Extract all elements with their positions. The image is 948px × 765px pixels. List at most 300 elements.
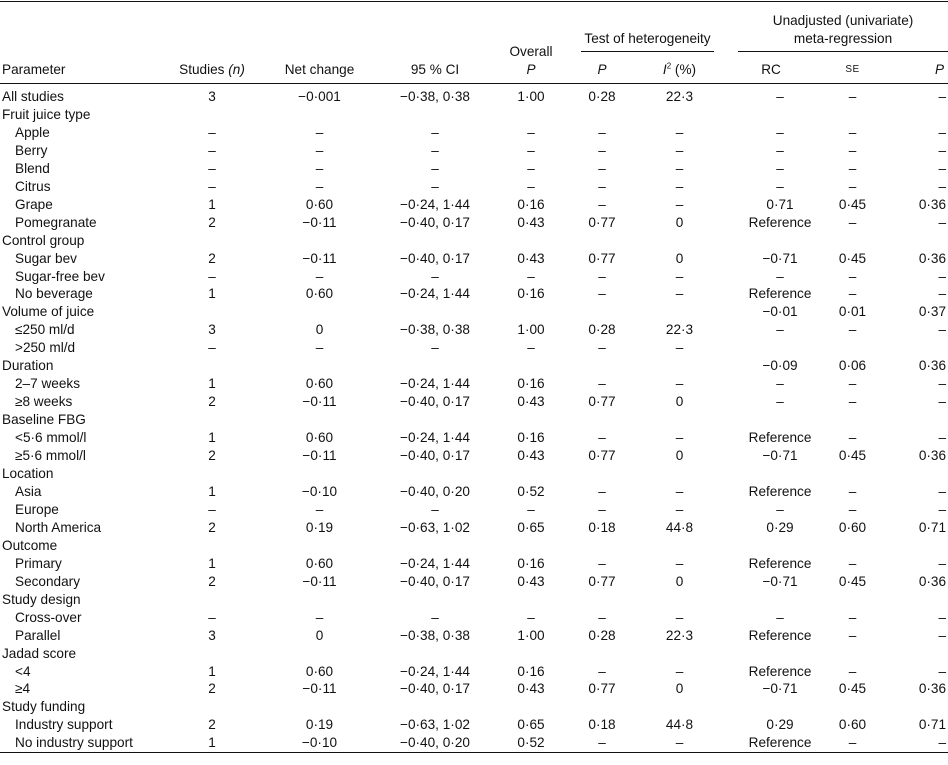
het-p-cell: – (567, 734, 637, 752)
het-i2-cell (637, 591, 722, 609)
table-section-row (0, 591, 948, 609)
studies-cell: 2 (208, 448, 216, 464)
parameter-cell: Berry (15, 142, 48, 158)
parameter-cell: >250 ml/d (15, 340, 76, 356)
net-change-cell (264, 465, 375, 483)
studies-cell: 3 (208, 322, 216, 338)
ci-cell: – (431, 501, 439, 517)
parameter-cell: Sugar-free bev (15, 268, 105, 284)
net-change-cell: −0·10 (264, 734, 375, 752)
table-row (0, 160, 948, 178)
parameter-cell: Fruit juice type (2, 106, 91, 122)
net-change-cell: 0·19 (305, 519, 334, 535)
parameter-cell: Pomegranate (15, 214, 97, 230)
ci-cell: −0·40, 0·17 (400, 214, 470, 230)
het-i2-cell: 0 (675, 394, 684, 410)
meta-p-cell: 0·36 (918, 196, 947, 212)
meta-p-cell (885, 465, 948, 483)
studies-cell: 1 (208, 483, 216, 499)
rc-cell: Reference (748, 483, 812, 499)
meta-p-cell: – (938, 160, 947, 176)
overall-p-cell (495, 303, 567, 321)
net-change-cell: – (315, 178, 324, 194)
se-cell (820, 339, 885, 357)
header-studies-n: (n) (228, 62, 245, 77)
meta-p-cell: 0·71 (918, 717, 947, 733)
het-i2-cell (637, 232, 722, 250)
studies-cell: – (208, 340, 216, 356)
studies-cell: – (208, 142, 216, 158)
ci-cell: −0·40, 0·17 (400, 681, 470, 697)
overall-p-cell: 1·00 (517, 89, 545, 104)
rc-cell: Reference (722, 734, 820, 752)
studies-cell: – (208, 160, 216, 176)
meta-p-cell: – (938, 322, 947, 338)
parameter-cell: No beverage (15, 286, 93, 302)
meta-p-cell: – (938, 501, 947, 517)
overall-p-cell: 0·43 (517, 681, 545, 697)
studies-cell: 3 (208, 627, 216, 643)
se-cell (820, 698, 885, 716)
parameter-cell: Sugar bev (15, 250, 77, 266)
overall-p-cell (495, 698, 567, 716)
het-i2-cell: – (675, 663, 684, 679)
het-p-cell: – (598, 663, 606, 679)
het-p-cell: 0·77 (588, 448, 616, 464)
header-net-change (264, 2, 375, 84)
meta-p-cell: – (938, 394, 947, 410)
het-p-cell: – (598, 501, 606, 517)
ci-cell: −0·24, 1·44 (400, 430, 470, 446)
table-section-row (0, 357, 948, 375)
table-section-row (0, 411, 948, 429)
meta-p-cell: 0·37 (918, 304, 947, 320)
meta-p-cell (885, 339, 948, 357)
overall-p-cell: 0·52 (517, 483, 545, 499)
rc-cell: – (776, 501, 784, 517)
table-row (0, 627, 948, 645)
overall-p-cell: 0·52 (495, 734, 567, 752)
ci-cell: – (431, 609, 439, 625)
meta-p-cell (885, 537, 948, 555)
het-i2-cell (637, 645, 722, 663)
ci-cell (375, 698, 495, 716)
studies-cell: 2 (208, 394, 216, 410)
overall-p-cell: – (527, 268, 535, 284)
header-meta-p-text: P (934, 62, 945, 77)
table-section-row (0, 84, 948, 106)
het-p-cell: 0·77 (588, 573, 616, 589)
studies-cell: 1 (208, 430, 216, 446)
net-change-cell: – (315, 268, 324, 284)
net-change-cell: −0·11 (302, 214, 337, 230)
parameter-cell: Duration (2, 358, 54, 374)
table-row (0, 178, 948, 196)
rc-cell: −0·71 (762, 681, 798, 697)
meta-p-cell (885, 232, 948, 250)
header-heterogeneity-group (567, 2, 722, 56)
het-i2-cell: – (675, 178, 684, 194)
net-change-cell: −0·001 (298, 89, 341, 104)
meta-p-cell: 0·36 (918, 573, 947, 589)
studies-cell: 2 (208, 250, 216, 266)
net-change-cell (264, 357, 375, 375)
studies-cell (160, 303, 264, 321)
se-cell: 0·45 (838, 448, 867, 464)
het-p-cell: – (598, 286, 606, 302)
table-row (0, 680, 948, 698)
studies-cell: – (208, 124, 216, 140)
se-cell: 0·60 (838, 717, 867, 733)
ci-cell: – (431, 340, 439, 356)
het-p-cell: – (598, 124, 606, 140)
ci-cell (375, 645, 495, 663)
meta-p-cell: – (938, 286, 947, 302)
parameter-cell: Study design (2, 591, 81, 607)
header-meta-line1: Unadjusted (univariate) (772, 13, 914, 28)
meta-p-cell: – (938, 663, 947, 679)
parameter-cell: <4 (15, 663, 31, 679)
parameter-cell: No industry support (0, 734, 160, 752)
overall-p-cell: 0·43 (517, 573, 545, 589)
header-ci-text: 95 % CI (410, 62, 460, 77)
parameter-cell: Citrus (15, 178, 51, 194)
net-change-cell: – (315, 142, 324, 158)
rc-cell (722, 465, 820, 483)
overall-p-cell: – (527, 340, 535, 356)
ci-cell: – (431, 142, 439, 158)
studies-cell: – (208, 501, 216, 517)
studies-cell (160, 465, 264, 483)
het-p-cell: – (598, 376, 606, 392)
ci-cell: −0·40, 0·17 (400, 573, 470, 589)
net-change-cell: 0·60 (305, 555, 334, 571)
se-cell: – (848, 160, 857, 176)
header-se-text: SE (845, 64, 860, 75)
rc-cell: – (776, 160, 784, 176)
rc-cell: Reference (748, 430, 812, 446)
table-row (0, 447, 948, 465)
het-p-cell (567, 591, 637, 609)
meta-p-cell: – (938, 609, 947, 625)
table-row (0, 734, 948, 752)
ci-cell (375, 537, 495, 555)
rc-cell: −0·01 (762, 304, 798, 320)
het-p-cell (567, 232, 637, 250)
table-row (0, 142, 948, 160)
het-i2-cell: – (675, 286, 684, 302)
meta-p-cell: – (938, 376, 947, 392)
rc-cell: −0·09 (762, 358, 798, 374)
se-cell: – (848, 394, 857, 410)
ci-cell: −0·24, 1·44 (400, 286, 470, 302)
header-overall-p (495, 2, 567, 84)
het-p-cell: 0·77 (588, 214, 616, 230)
het-i2-cell (637, 465, 722, 483)
se-cell: 0·45 (838, 250, 867, 266)
se-cell: – (848, 268, 857, 284)
rc-cell: Reference (748, 286, 812, 302)
meta-p-cell: 0·71 (918, 519, 947, 535)
ci-cell: −0·24, 1·44 (400, 196, 470, 212)
meta-p-cell (885, 411, 948, 429)
het-p-cell: – (598, 555, 606, 571)
se-cell: – (848, 286, 857, 302)
rc-cell: Reference (748, 555, 812, 571)
net-change-cell (264, 698, 375, 716)
parameter-cell: Europe (15, 501, 59, 517)
het-p-cell: – (598, 142, 606, 158)
ci-cell: −0·40, 0·17 (400, 250, 470, 266)
studies-cell: – (208, 609, 216, 625)
header-het-p (567, 55, 637, 84)
meta-p-cell: – (938, 214, 947, 230)
table-row (0, 214, 948, 232)
table-section-row (0, 645, 948, 663)
net-change-cell: 0 (315, 627, 324, 643)
overall-p-cell: 0·16 (517, 196, 545, 212)
het-p-cell: 0·77 (588, 250, 616, 266)
se-cell: – (848, 663, 857, 679)
ci-cell: – (431, 178, 439, 194)
meta-p-cell: – (938, 124, 947, 140)
se-cell: 0·45 (838, 573, 867, 589)
overall-p-cell: 0·65 (517, 717, 545, 733)
overall-p-cell (495, 537, 567, 555)
het-i2-cell: – (675, 340, 684, 356)
het-i2-cell (637, 106, 722, 124)
overall-p-cell: – (527, 142, 535, 158)
rc-cell: – (776, 142, 784, 158)
meta-p-cell (885, 698, 948, 716)
meta-p-cell: – (938, 178, 947, 194)
meta-p-cell (885, 645, 948, 663)
net-change-cell: −0·11 (302, 394, 337, 410)
ci-cell: −0·40, 0·17 (400, 448, 470, 464)
se-cell: – (848, 555, 857, 571)
table-row (0, 250, 948, 268)
meta-p-cell (885, 106, 948, 124)
net-change-cell: −0·11 (302, 448, 337, 464)
net-change-cell (264, 537, 375, 555)
net-change-cell (264, 591, 375, 609)
se-cell (820, 232, 885, 250)
table-page (0, 1, 948, 765)
se-cell: 0·45 (838, 196, 867, 212)
parameter-cell: Baseline FBG (2, 412, 86, 428)
table-row (0, 124, 948, 142)
table-row (0, 339, 948, 357)
net-change-cell: – (315, 501, 324, 517)
het-p-cell: – (598, 160, 606, 176)
het-p-cell (567, 645, 637, 663)
overall-p-cell: 0·65 (517, 519, 545, 535)
net-change-cell: −0·10 (301, 483, 338, 499)
parameter-cell: ≥4 (15, 681, 31, 697)
het-i2-cell: – (675, 501, 684, 517)
rc-cell: 0·29 (766, 717, 794, 733)
rc-cell: Reference (748, 663, 812, 679)
table-row (0, 196, 948, 214)
ci-cell: −0·38, 0·38 (400, 89, 470, 104)
het-i2-cell: 0 (675, 681, 684, 697)
rc-cell (722, 698, 820, 716)
se-cell: 0·01 (838, 304, 867, 320)
parameter-cell: ≥5·6 mmol/l (15, 448, 86, 464)
het-p-cell: – (598, 609, 606, 625)
net-change-cell: 0·60 (305, 430, 334, 446)
header-het-p-text: P (597, 62, 607, 77)
parameter-cell: Cross-over (15, 609, 82, 625)
ci-cell (375, 465, 495, 483)
rc-cell: Reference (748, 214, 812, 230)
ci-cell: −0·38, 0·38 (400, 627, 470, 643)
meta-p-cell: 0·36 (918, 448, 947, 464)
studies-cell: – (208, 178, 216, 194)
header-meta-line2: meta-regression (793, 31, 893, 46)
het-i2-cell: 44·8 (665, 519, 694, 535)
studies-cell: 2 (208, 681, 216, 697)
rc-cell (722, 232, 820, 250)
overall-p-cell: – (527, 609, 535, 625)
ci-cell: −0·40, 0·17 (400, 394, 470, 410)
het-p-cell: 0·28 (588, 627, 616, 643)
het-p-cell: 0·77 (588, 394, 616, 410)
overall-p-cell (495, 411, 567, 429)
parameter-cell: Parallel (15, 627, 61, 643)
net-change-cell: −0·11 (302, 250, 337, 266)
overall-p-cell: 0·43 (517, 394, 545, 410)
net-change-cell (264, 411, 375, 429)
overall-p-cell: 0·43 (517, 250, 545, 266)
se-cell: – (848, 124, 857, 140)
se-cell: 0·45 (838, 681, 867, 697)
rc-cell (722, 591, 820, 609)
studies-cell: 1 (208, 376, 216, 392)
studies-cell (160, 591, 264, 609)
net-change-cell: – (315, 160, 324, 176)
net-change-cell: – (315, 124, 324, 140)
studies-cell (160, 645, 264, 663)
meta-p-cell: – (885, 734, 948, 752)
overall-p-cell: 0·43 (517, 214, 545, 230)
table-header (0, 2, 948, 84)
net-change-cell: −0·11 (302, 681, 337, 697)
table-row (0, 393, 948, 411)
ci-cell (375, 303, 495, 321)
se-cell: – (848, 483, 857, 499)
header-meta-regression-group (722, 2, 948, 56)
studies-cell (160, 698, 264, 716)
overall-p-cell: – (527, 160, 535, 176)
se-cell: 0·60 (838, 519, 867, 535)
net-change-cell: 0·60 (305, 376, 334, 392)
net-change-cell: – (315, 340, 324, 356)
parameter-cell: North America (15, 519, 102, 535)
table-row (0, 716, 948, 734)
net-change-cell: 0·19 (305, 717, 334, 733)
header-het-i2-unit: (%) (671, 62, 697, 77)
rc-cell: 0·71 (766, 196, 794, 212)
table-section-row (0, 106, 948, 124)
se-cell: – (848, 178, 857, 194)
het-p-cell: – (598, 268, 606, 284)
meta-p-cell: 0·36 (918, 250, 947, 266)
overall-p-cell (495, 106, 567, 124)
ci-cell (375, 591, 495, 609)
parameter-cell: Grape (15, 196, 53, 212)
het-i2-cell: 22·3 (665, 322, 694, 338)
het-p-cell: 0·77 (588, 681, 616, 697)
se-cell (820, 106, 885, 124)
het-i2-cell: – (675, 430, 684, 446)
ci-cell: −0·40, 0·20 (400, 483, 470, 499)
het-p-cell (567, 303, 637, 321)
rc-cell: – (776, 89, 784, 104)
het-i2-cell: – (675, 376, 684, 392)
rc-cell: – (776, 124, 784, 140)
net-change-cell: 0 (315, 322, 324, 338)
meta-p-cell: – (938, 142, 947, 158)
header-heterogeneity-text: Test of heterogeneity (584, 31, 711, 46)
overall-p-cell: 0·43 (517, 448, 545, 464)
het-i2-cell: – (675, 124, 684, 140)
overall-p-cell: – (527, 178, 535, 194)
rc-cell (722, 106, 820, 124)
parameter-cell: Control group (2, 232, 85, 248)
header-het-i2-letter: I (662, 62, 667, 77)
net-change-cell: 0·60 (305, 663, 334, 679)
overall-p-cell: 0·16 (517, 663, 545, 679)
rc-cell: – (776, 178, 784, 194)
se-cell: – (820, 734, 885, 752)
meta-p-cell: – (938, 483, 947, 499)
het-i2-cell: – (675, 196, 684, 212)
studies-cell (160, 411, 264, 429)
rc-cell: Reference (748, 627, 812, 643)
het-p-cell (567, 106, 637, 124)
overall-p-cell: 0·16 (517, 555, 545, 571)
studies-cell: 1 (208, 663, 216, 679)
meta-p-cell (885, 591, 948, 609)
studies-cell: 1 (208, 196, 216, 212)
header-studies (160, 2, 264, 84)
studies-cell (160, 537, 264, 555)
het-p-cell (567, 698, 637, 716)
net-change-cell: – (315, 609, 324, 625)
table-row (0, 663, 948, 681)
header-overall-line2: P (526, 62, 536, 77)
overall-p-cell (495, 232, 567, 250)
overall-p-cell (495, 465, 567, 483)
studies-cell: 2 (208, 717, 216, 733)
studies-cell (160, 106, 264, 124)
het-i2-cell: 0 (675, 448, 684, 464)
ci-cell: – (431, 268, 439, 284)
het-p-cell: – (598, 178, 606, 194)
table-row (0, 609, 948, 627)
table-body (0, 84, 948, 753)
het-i2-cell: 0 (675, 214, 684, 230)
ci-cell: −0·24, 1·44 (400, 663, 470, 679)
parameter-cell: ≥8 weeks (15, 394, 73, 410)
het-i2-cell: – (675, 609, 684, 625)
parameter-cell: Secondary (15, 573, 80, 589)
parameter-cell: All studies (2, 89, 64, 104)
table-row (0, 375, 948, 393)
se-cell: – (848, 627, 857, 643)
het-i2-cell: – (675, 555, 684, 571)
